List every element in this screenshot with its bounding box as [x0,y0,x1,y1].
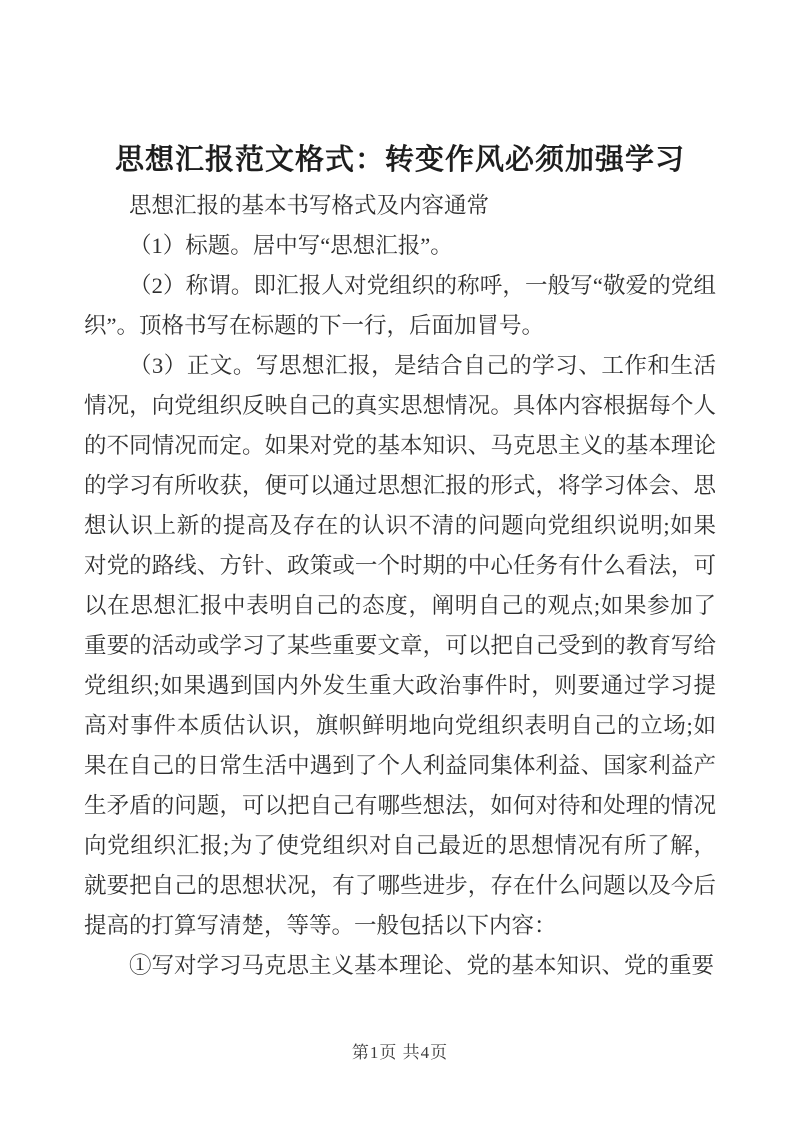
paragraph-item-1-title: （1）标题。居中写“思想汇报”。 [129,233,453,258]
paragraph-item-circled-1: ①写对学习马克思主义基本理论、党的基本知识、党的重要 [129,953,715,978]
paragraph-lead: 思想汇报的基本书写格式及内容通常 [129,193,490,218]
page-number-footer: 第1页 共4页 [351,1043,449,1062]
paragraph-item-3-body: （3）正文。写思想汇报，是结合自己的学习、工作和生活情况，向党组织反映自己的真实思想情况。具体内容根据每个人的不同情况而定。如果对党的基本知识、马克思主义的基本理论的学习有所收获，便可以通过思想汇报的形式，将学习体会、思想认识上新的提高及存在的认识不清的问题向党组织说明;如果对党的路线、方针、政策或一个时期的中心任务有什么看法，可以在思想汇报中表明自己的态度，阐明自己的观点;如果参加了重要的活动或学习了某些重要文章，可以把自己受到的教育写给党组织;如果遇到国内外发生重大政治事件时，则要通过学习提高对事件本质估认识，旗帜鲜明地向党组织表明自己的立场;如果在自己的日常生活中遇到了个人利益同集体利益、国家利益产生矛盾的问题，可以把自己有哪些想法，如何对待和处理的情况向党组织汇报;为了使党组织对自己最近的思想情况有所了解，就要把自己的思想状况，有了哪些进步，存在什么问题以及今后提高的打算写清楚，等等。一般包括以下内容： [84,353,716,938]
document-title: 思想汇报范文格式：转变作风必须加强学习 [114,144,685,176]
paragraph-item-2-salutation: （2）称谓。即汇报人对党组织的称呼，一般写“敬爱的党组织”。顶格书写在标题的下一行，后面加冒号。 [84,273,716,338]
